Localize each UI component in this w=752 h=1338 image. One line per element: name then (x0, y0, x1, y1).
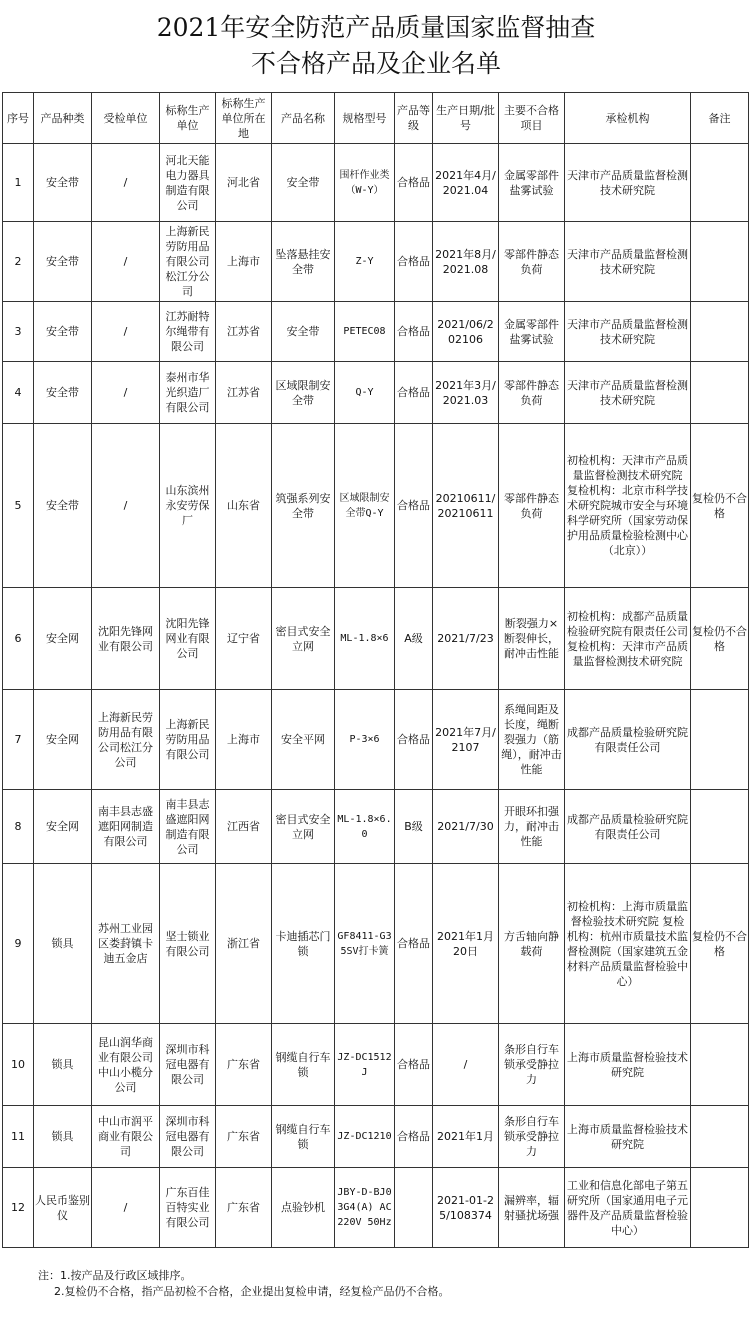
table-cell: 合格品 (395, 1106, 433, 1168)
table-cell: 合格品 (395, 690, 433, 790)
table-row (3, 864, 749, 1024)
table-cell: 钢缆自行车锁 (272, 1024, 335, 1106)
table-cell: 浙江省 (216, 864, 272, 1024)
table-cell: 9 (3, 864, 34, 1024)
table-cell: Q-Y (335, 362, 395, 424)
table-cell: 2021年7月/2107 (433, 690, 499, 790)
column-header: 承检机构 (565, 93, 691, 144)
table-cell: 复检仍不合格 (691, 588, 749, 690)
table-cell: 安全带 (34, 144, 92, 222)
table-cell: 江西省 (216, 790, 272, 864)
table-row (3, 424, 749, 588)
table-row (3, 1024, 749, 1106)
table-cell: 安全平网 (272, 690, 335, 790)
table-cell: Z-Y (335, 222, 395, 302)
table-cell: 2021年4月/2021.04 (433, 144, 499, 222)
column-header: 主要不合格项目 (499, 93, 565, 144)
table-cell: 6 (3, 588, 34, 690)
table-cell: 零部件静态负荷 (499, 362, 565, 424)
table-cell: 20210611/20210611 (433, 424, 499, 588)
table-cell: 锁具 (34, 864, 92, 1024)
table-cell: 金属零部件盐雾试验 (499, 144, 565, 222)
table-cell (691, 1106, 749, 1168)
table-cell: 成都产品质量检验研究院有限责任公司 (565, 790, 691, 864)
table-cell: 锁具 (34, 1106, 92, 1168)
notes (38, 1268, 450, 1300)
table-cell: / (92, 302, 160, 362)
table-cell (691, 1024, 749, 1106)
table-cell (691, 690, 749, 790)
table-cell: 开眼环扣强力，耐冲击性能 (499, 790, 565, 864)
table-cell: 安全带 (34, 302, 92, 362)
table-cell: 沈阳先锋网业有限公司 (160, 588, 216, 690)
table-cell (691, 362, 749, 424)
table-cell: 11 (3, 1106, 34, 1168)
table-cell: 条形自行车锁承受静拉力 (499, 1106, 565, 1168)
table-cell: 江苏省 (216, 302, 272, 362)
table-cell: 上海市 (216, 690, 272, 790)
table-cell: 工业和信息化部电子第五研究所（国家通用电子元器件及产品质量监督检验中心） (565, 1168, 691, 1248)
table-cell: 合格品 (395, 1024, 433, 1106)
table-cell: 上海新民劳防用品有限公司松江分公司 (160, 222, 216, 302)
table-cell: 天津市产品质量监督检测技术研究院 (565, 222, 691, 302)
table-cell: 天津市产品质量监督检测技术研究院 (565, 302, 691, 362)
table-cell: / (433, 1024, 499, 1106)
table-cell: 2021年3月/2021.03 (433, 362, 499, 424)
table-cell: 安全网 (34, 588, 92, 690)
table-cell: 南丰县志盛遮阳网制造有限公司 (160, 790, 216, 864)
table-cell: 初检机构：成都产品质量检验研究院有限责任公司 复检机构：天津市产品质量监督检测技术研究院 (565, 588, 691, 690)
table-row (3, 1168, 749, 1248)
table-cell (691, 222, 749, 302)
table-cell: 围杆作业类（W-Y） (335, 144, 395, 222)
table-cell: 深圳市科冠电器有限公司 (160, 1106, 216, 1168)
title-line-2: 不合格产品及企业名单 (250, 49, 501, 78)
table-cell: 江苏耐特尔绳带有限公司 (160, 302, 216, 362)
table-cell: 8 (3, 790, 34, 864)
table-cell: 中山市润平商业有限公司 (92, 1106, 160, 1168)
table-cell: 7 (3, 690, 34, 790)
table-cell: 泰州市华光织造厂有限公司 (160, 362, 216, 424)
unqualified-products-table (2, 92, 749, 1248)
table-cell: 河北天能电力器具制造有限公司 (160, 144, 216, 222)
column-header: 产品种类 (34, 93, 92, 144)
table-cell: 江苏省 (216, 362, 272, 424)
table-cell: 合格品 (395, 864, 433, 1024)
table-cell: 昆山润华商业有限公司中山小榄分公司 (92, 1024, 160, 1106)
table-cell: 上海市 (216, 222, 272, 302)
table-cell: 广东省 (216, 1168, 272, 1248)
table-cell: P-3×6 (335, 690, 395, 790)
table-cell: JBY-D-BJ03G4(A) AC220V 50Hz (335, 1168, 395, 1248)
table-cell: 深圳市科冠电器有限公司 (160, 1024, 216, 1106)
table-cell: 安全网 (34, 790, 92, 864)
column-header: 序号 (3, 93, 34, 144)
table-cell: 上海新民劳防用品有限公司松江分公司 (92, 690, 160, 790)
table-cell: GF8411-G35SV打卡簧 (335, 864, 395, 1024)
table-cell: 密目式安全立网 (272, 588, 335, 690)
column-header: 标称生产单位 (160, 93, 216, 144)
table-cell: 山东省 (216, 424, 272, 588)
table-cell: 2021/7/30 (433, 790, 499, 864)
table-cell: 广东省 (216, 1024, 272, 1106)
table-cell: 方舌轴向静载荷 (499, 864, 565, 1024)
table-cell (395, 1168, 433, 1248)
table-cell: 2021年1月 (433, 1106, 499, 1168)
table-cell: JZ-DC1512J (335, 1024, 395, 1106)
table-cell: 2021/7/23 (433, 588, 499, 690)
table-cell: 广东省 (216, 1106, 272, 1168)
table-cell: ML-1.8×6.0 (335, 790, 395, 864)
table-cell: 安全带 (34, 362, 92, 424)
table-row (3, 690, 749, 790)
table-cell: 合格品 (395, 424, 433, 588)
table-cell: 2021/06/202106 (433, 302, 499, 362)
table-cell: PETEC08 (335, 302, 395, 362)
table-cell (691, 1168, 749, 1248)
column-header: 产品名称 (272, 93, 335, 144)
table-row (3, 144, 749, 222)
table-cell: 广东百佳百特实业有限公司 (160, 1168, 216, 1248)
column-header: 标称生产单位所在地 (216, 93, 272, 144)
table-cell: 2021-01-25/108374 (433, 1168, 499, 1248)
table-cell: 零部件静态负荷 (499, 222, 565, 302)
table-cell: 坚士锁业有限公司 (160, 864, 216, 1024)
table-cell: 山东滨州永安劳保厂 (160, 424, 216, 588)
table-row (3, 302, 749, 362)
table-cell: 10 (3, 1024, 34, 1106)
table-cell: 4 (3, 362, 34, 424)
table-cell: / (92, 144, 160, 222)
table-cell: 天津市产品质量监督检测技术研究院 (565, 144, 691, 222)
column-header: 受检单位 (92, 93, 160, 144)
table-cell: / (92, 362, 160, 424)
table-cell: 辽宁省 (216, 588, 272, 690)
table-cell: 2021年8月/2021.08 (433, 222, 499, 302)
table-cell: 断裂强力×断裂伸长，耐冲击性能 (499, 588, 565, 690)
table-cell: 系绳间距及长度，绳断裂强力（筋绳），耐冲击性能 (499, 690, 565, 790)
table-cell: 初检机构：天津市产品质量监督检测技术研究院 复检机构：北京市科学技术研究院城市安全与环境科学研究所（国家劳动保护用品质量检验检测中心（北京）） (565, 424, 691, 588)
table-cell: 区域限制安全带 (272, 362, 335, 424)
column-header: 备注 (691, 93, 749, 144)
table-cell: 2 (3, 222, 34, 302)
table-cell: 天津市产品质量监督检测技术研究院 (565, 362, 691, 424)
document-title (0, 0, 752, 82)
table-cell: 合格品 (395, 222, 433, 302)
table-cell: 上海市质量监督检验技术研究院 (565, 1024, 691, 1106)
table-cell: / (92, 222, 160, 302)
table-cell: 2021年1月20日 (433, 864, 499, 1024)
table-cell: 安全带 (272, 144, 335, 222)
table-cell: 5 (3, 424, 34, 588)
table-cell: 安全网 (34, 690, 92, 790)
column-header: 产品等级 (395, 93, 433, 144)
table-cell: 区域限制安全带Q-Y (335, 424, 395, 588)
table-cell: 南丰县志盛遮阳网制造有限公司 (92, 790, 160, 864)
table-cell: / (92, 1168, 160, 1248)
table-cell: 河北省 (216, 144, 272, 222)
table-cell: 密目式安全立网 (272, 790, 335, 864)
table-cell: 安全带 (272, 302, 335, 362)
note-2: 2.复检仍不合格，指产品初检不合格，企业提出复检申请，经复检产品仍不合格。 (54, 1285, 450, 1298)
table-cell: 上海新民劳防用品有限公司 (160, 690, 216, 790)
table-cell: 1 (3, 144, 34, 222)
table-cell: 人民币鉴别仪 (34, 1168, 92, 1248)
table-cell: 复检仍不合格 (691, 424, 749, 588)
table-cell: 钢缆自行车锁 (272, 1106, 335, 1168)
table-cell: 卡迪插芯门锁 (272, 864, 335, 1024)
table-cell: 安全带 (34, 424, 92, 588)
column-header: 规格型号 (335, 93, 395, 144)
table-cell: 零部件静态负荷 (499, 424, 565, 588)
table-cell: 条形自行车锁承受静拉力 (499, 1024, 565, 1106)
table-cell (691, 302, 749, 362)
table-cell: B级 (395, 790, 433, 864)
table-cell: 初检机构：上海市质量监督检验技术研究院 复检机构：杭州市质量技术监督检测院（国家建筑五金材料产品质量监督检验中心） (565, 864, 691, 1024)
table-cell: 点验钞机 (272, 1168, 335, 1248)
title-line-1: 2021年安全防范产品质量国家监督抽查 (156, 13, 596, 42)
table-cell: 合格品 (395, 302, 433, 362)
table-cell: 3 (3, 302, 34, 362)
column-header: 生产日期/批号 (433, 93, 499, 144)
table-row (3, 362, 749, 424)
table-cell: A级 (395, 588, 433, 690)
table-cell: 复检仍不合格 (691, 864, 749, 1024)
table-cell: 12 (3, 1168, 34, 1248)
table-cell: 筑强系列安全带 (272, 424, 335, 588)
table-cell: ML-1.8×6 (335, 588, 395, 690)
table-cell: JZ-DC1210 (335, 1106, 395, 1168)
table-cell: 苏州工业园区娄葑镇卡迪五金店 (92, 864, 160, 1024)
table-cell: 成都产品质量检验研究院有限责任公司 (565, 690, 691, 790)
table-row (3, 588, 749, 690)
table-cell: 锁具 (34, 1024, 92, 1106)
table-cell: 金属零部件盐雾试验 (499, 302, 565, 362)
table-row (3, 1106, 749, 1168)
note-1: 注：1.按产品及行政区域排序。 (38, 1269, 192, 1282)
table-cell (691, 144, 749, 222)
header-row (3, 93, 749, 144)
table-cell: 沈阳先锋网业有限公司 (92, 588, 160, 690)
table-cell: 坠落悬挂安全带 (272, 222, 335, 302)
table-cell: 安全带 (34, 222, 92, 302)
table-row (3, 222, 749, 302)
table-cell: / (92, 424, 160, 588)
table-cell (691, 790, 749, 864)
table-row (3, 790, 749, 864)
table-cell: 漏辨率，辐射骚扰场强 (499, 1168, 565, 1248)
table-cell: 上海市质量监督检验技术研究院 (565, 1106, 691, 1168)
table-cell: 合格品 (395, 144, 433, 222)
table-cell: 合格品 (395, 362, 433, 424)
